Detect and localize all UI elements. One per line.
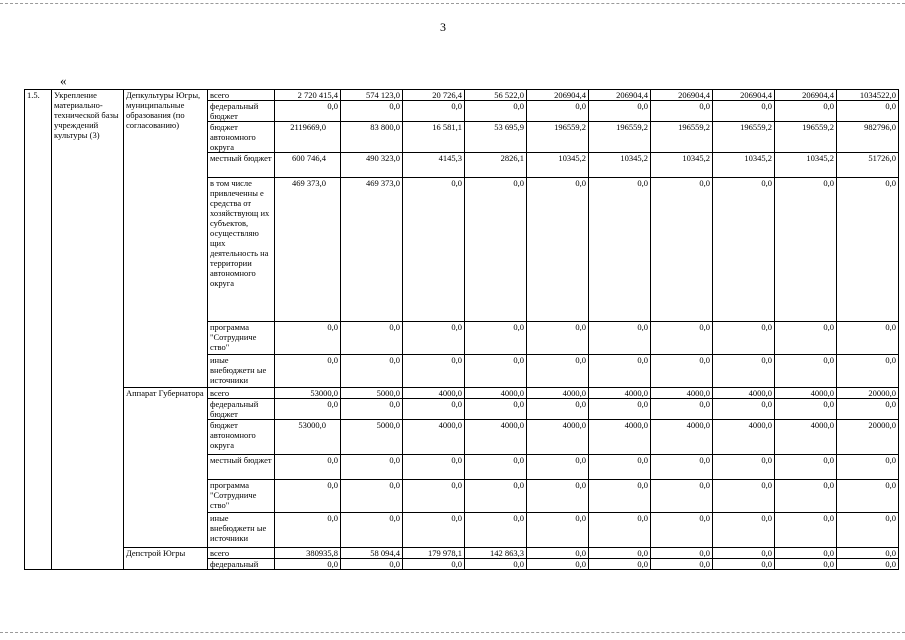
amount-cell: 0,0: [713, 548, 775, 559]
table-row: [25, 548, 905, 559]
amount-cell: 2826,1: [465, 153, 527, 178]
amount-cell: 0,0: [837, 559, 899, 570]
amount-cell: 206904,4: [775, 90, 837, 101]
amount-cell: 0,0: [527, 548, 589, 559]
amount-cell: 0,0: [465, 399, 527, 420]
amount-cell: 5000,0: [341, 388, 403, 399]
amount-cell: 196559,2: [713, 122, 775, 153]
amount-cell: 4000,0: [403, 388, 465, 399]
amount-cell: 0,0: [651, 355, 713, 388]
amount-cell: 0,0: [589, 548, 651, 559]
amount-cell: 142 863,3: [465, 548, 527, 559]
amount-cell: 0,0: [403, 178, 465, 322]
amount-cell: 0,0: [713, 101, 775, 122]
amount-cell: 0,0: [837, 548, 899, 559]
amount-cell: 196559,2: [775, 122, 837, 153]
amount-cell: 0,0: [589, 559, 651, 570]
amount-cell: 0,0: [275, 399, 341, 420]
amount-cell: 0,0: [775, 559, 837, 570]
amount-cell: 0,0: [341, 480, 403, 513]
amount-cell: 0,0: [775, 455, 837, 480]
amount-cell: 196559,2: [651, 122, 713, 153]
funding-source-cell: местный бюджет: [208, 153, 275, 178]
amount-cell: 0,0: [651, 322, 713, 355]
amount-cell: 0,0: [403, 480, 465, 513]
amount-cell: 0,0: [341, 559, 403, 570]
amount-cell: 206904,4: [589, 90, 651, 101]
amount-cell: 196559,2: [589, 122, 651, 153]
amount-cell: 0,0: [713, 355, 775, 388]
amount-cell: 0,0: [341, 355, 403, 388]
amount-cell: 5000,0: [341, 420, 403, 455]
amount-cell: 196559,2: [527, 122, 589, 153]
funding-source-cell: всего: [208, 548, 275, 559]
amount-cell: 0,0: [775, 480, 837, 513]
amount-cell: 0,0: [527, 178, 589, 322]
amount-cell: 20000,0: [837, 388, 899, 399]
amount-cell: 0,0: [589, 455, 651, 480]
amount-cell: 10345,2: [713, 153, 775, 178]
amount-cell: 4000,0: [775, 420, 837, 455]
amount-cell: 0,0: [527, 559, 589, 570]
funding-source-cell: в том числе привлеченны е средства от хозяйствующ их субъектов, осуществляю щих деятельность на территории автономного округа: [208, 178, 275, 322]
amount-cell: 0,0: [713, 178, 775, 322]
amount-cell: 0,0: [775, 548, 837, 559]
amount-cell: 0,0: [651, 513, 713, 548]
amount-cell: 0,0: [465, 559, 527, 570]
amount-cell: 0,0: [775, 178, 837, 322]
amount-cell: 0,0: [713, 559, 775, 570]
funding-source-cell: иные внебюджетн ые источники: [208, 355, 275, 388]
amount-cell: 0,0: [527, 480, 589, 513]
amount-cell: 0,0: [275, 355, 341, 388]
funding-source-cell: федеральный бюджет: [208, 399, 275, 420]
amount-cell: 982796,0: [837, 122, 899, 153]
scan-edge-bottom: [0, 632, 905, 633]
amount-cell: 4000,0: [403, 420, 465, 455]
amount-cell: 0,0: [403, 322, 465, 355]
amount-cell: 0,0: [465, 455, 527, 480]
amount-cell: 0,0: [775, 513, 837, 548]
amount-cell: 0,0: [465, 178, 527, 322]
amount-cell: 0,0: [465, 101, 527, 122]
amount-cell: 4000,0: [713, 420, 775, 455]
amount-cell: 53000,0: [275, 388, 341, 399]
amount-cell: 2 720 415,4: [275, 90, 341, 101]
amount-cell: 4000,0: [651, 420, 713, 455]
amount-cell: 0,0: [589, 355, 651, 388]
amount-cell: 206904,4: [527, 90, 589, 101]
amount-cell: 2119669,0: [275, 122, 341, 153]
executor-cell: Депкультуры Югры, муниципальные образования (по согласованию): [124, 90, 208, 388]
table-row: [25, 90, 905, 101]
funding-source-cell: федеральный: [208, 559, 275, 570]
funding-source-cell: программа "Сотрудниче ство": [208, 322, 275, 355]
amount-cell: 0,0: [341, 455, 403, 480]
amount-cell: 0,0: [713, 322, 775, 355]
amount-cell: 0,0: [275, 455, 341, 480]
amount-cell: 0,0: [465, 322, 527, 355]
amount-cell: 0,0: [527, 322, 589, 355]
amount-cell: 4000,0: [589, 388, 651, 399]
funding-source-cell: всего: [208, 90, 275, 101]
amount-cell: 0,0: [527, 455, 589, 480]
amount-cell: 0,0: [589, 178, 651, 322]
amount-cell: 4000,0: [527, 420, 589, 455]
amount-cell: 0,0: [837, 480, 899, 513]
amount-cell: 574 123,0: [341, 90, 403, 101]
amount-cell: 0,0: [651, 178, 713, 322]
page-number: 3: [440, 20, 446, 34]
amount-cell: 0,0: [527, 101, 589, 122]
amount-cell: 0,0: [775, 322, 837, 355]
opening-quote-mark: «: [60, 73, 67, 88]
amount-cell: 51726,0: [837, 153, 899, 178]
amount-cell: 0,0: [527, 513, 589, 548]
funding-source-cell: иные внебюджетн ые источники: [208, 513, 275, 548]
amount-cell: 0,0: [403, 101, 465, 122]
amount-cell: 0,0: [341, 322, 403, 355]
amount-cell: 0,0: [713, 513, 775, 548]
amount-cell: 83 800,0: [341, 122, 403, 153]
amount-cell: 0,0: [403, 455, 465, 480]
amount-cell: 0,0: [589, 101, 651, 122]
executor-cell: Аппарат Губернатора: [124, 388, 208, 548]
amount-cell: 0,0: [465, 480, 527, 513]
amount-cell: 10345,2: [651, 153, 713, 178]
amount-cell: 4145,3: [403, 153, 465, 178]
amount-cell: 53 695,9: [465, 122, 527, 153]
amount-cell: 4000,0: [527, 388, 589, 399]
amount-cell: 206904,4: [713, 90, 775, 101]
amount-cell: 0,0: [341, 101, 403, 122]
amount-cell: 490 323,0: [341, 153, 403, 178]
amount-cell: 0,0: [775, 399, 837, 420]
amount-cell: 0,0: [651, 548, 713, 559]
amount-cell: 0,0: [465, 513, 527, 548]
amount-cell: 0,0: [275, 559, 341, 570]
amount-cell: 0,0: [837, 355, 899, 388]
amount-cell: 4000,0: [465, 388, 527, 399]
amount-cell: 1034522,0: [837, 90, 899, 101]
amount-cell: 4000,0: [775, 388, 837, 399]
amount-cell: 600 746,4: [275, 153, 341, 178]
amount-cell: 0,0: [589, 322, 651, 355]
amount-cell: 0,0: [837, 455, 899, 480]
amount-cell: 56 522,0: [465, 90, 527, 101]
amount-cell: 4000,0: [589, 420, 651, 455]
amount-cell: 20000,0: [837, 420, 899, 455]
amount-cell: 0,0: [527, 399, 589, 420]
funding-source-cell: бюджет автономного округа: [208, 420, 275, 455]
amount-cell: 0,0: [403, 513, 465, 548]
amount-cell: 0,0: [651, 455, 713, 480]
table-row: [25, 388, 905, 399]
amount-cell: 469 373,0: [275, 178, 341, 322]
funding-source-cell: местный бюджет: [208, 455, 275, 480]
amount-cell: 0,0: [527, 355, 589, 388]
amount-cell: 0,0: [713, 480, 775, 513]
amount-cell: 0,0: [837, 399, 899, 420]
amount-cell: 0,0: [341, 513, 403, 548]
amount-cell: 10345,2: [527, 153, 589, 178]
amount-cell: 58 094,4: [341, 548, 403, 559]
measure-name-cell: Укрепление материально-технической базы учреждений культуры (3): [52, 90, 124, 570]
amount-cell: 0,0: [837, 322, 899, 355]
amount-cell: 469 373,0: [341, 178, 403, 322]
row-number-cell: 1.5.: [25, 90, 52, 570]
amount-cell: 0,0: [589, 399, 651, 420]
amount-cell: 4000,0: [651, 388, 713, 399]
funding-source-cell: федеральный бюджет: [208, 101, 275, 122]
amount-cell: 53000,0: [275, 420, 341, 455]
amount-cell: 0,0: [651, 559, 713, 570]
amount-cell: 0,0: [837, 178, 899, 322]
amount-cell: 206904,4: [651, 90, 713, 101]
amount-cell: 179 978,1: [403, 548, 465, 559]
amount-cell: 0,0: [275, 480, 341, 513]
amount-cell: 0,0: [837, 513, 899, 548]
amount-cell: 0,0: [275, 513, 341, 548]
scan-edge-top: [0, 3, 905, 4]
table-body: [25, 90, 905, 570]
amount-cell: 0,0: [465, 355, 527, 388]
amount-cell: 380935,8: [275, 548, 341, 559]
amount-cell: 0,0: [651, 480, 713, 513]
amount-cell: 0,0: [589, 480, 651, 513]
amount-cell: 4000,0: [465, 420, 527, 455]
amount-cell: 0,0: [403, 399, 465, 420]
amount-cell: 10345,2: [589, 153, 651, 178]
amount-cell: 0,0: [341, 399, 403, 420]
amount-cell: 20 726,4: [403, 90, 465, 101]
amount-cell: 4000,0: [713, 388, 775, 399]
amount-cell: 0,0: [275, 322, 341, 355]
amount-cell: 10345,2: [775, 153, 837, 178]
funding-source-cell: всего: [208, 388, 275, 399]
amount-cell: 0,0: [651, 101, 713, 122]
amount-cell: 0,0: [775, 101, 837, 122]
amount-cell: 16 581,1: [403, 122, 465, 153]
amount-cell: 0,0: [403, 559, 465, 570]
financing-table: [24, 89, 905, 570]
amount-cell: 0,0: [651, 399, 713, 420]
amount-cell: 0,0: [275, 101, 341, 122]
executor-cell: Депстрой Югры: [124, 548, 208, 570]
amount-cell: 0,0: [589, 513, 651, 548]
amount-cell: 0,0: [837, 101, 899, 122]
amount-cell: 0,0: [775, 355, 837, 388]
amount-cell: 0,0: [713, 399, 775, 420]
funding-source-cell: программа "Сотрудниче ство": [208, 480, 275, 513]
amount-cell: 0,0: [713, 455, 775, 480]
amount-cell: 0,0: [403, 355, 465, 388]
funding-source-cell: бюджет автономного округа: [208, 122, 275, 153]
